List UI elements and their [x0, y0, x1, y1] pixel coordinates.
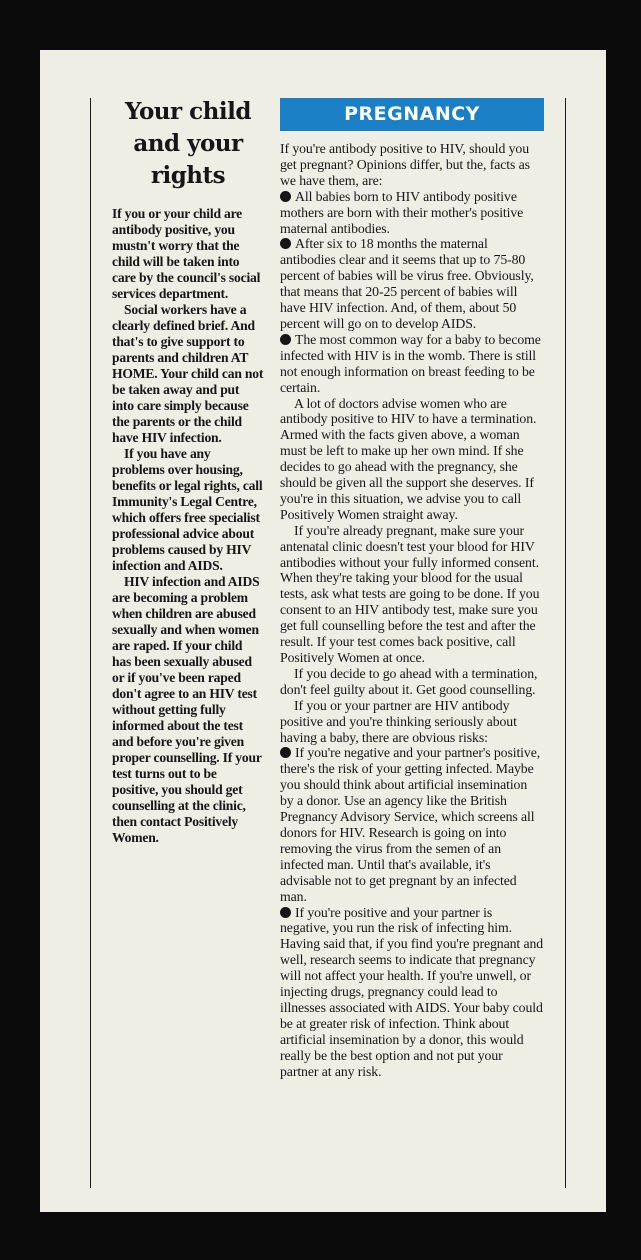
- bullet-dot-icon: [280, 747, 291, 758]
- bullet-dot-icon: [280, 191, 291, 202]
- pregnancy-paragraph: If you're antibody positive to HIV, should you get pregnant? Opinions differ, but the, facts as we have them, are:: [280, 141, 530, 188]
- pregnancy-column: [280, 98, 544, 1079]
- bullet-text: All babies born to HIV antibody positive mothers are born with their mother's positive maternal antibodies.: [280, 188, 524, 236]
- pregnancy-bullet-item: [280, 905, 544, 1080]
- bullet-dot-icon: [280, 238, 291, 249]
- bullet-dot-icon: [280, 907, 291, 918]
- child-rights-paragraph: HIV infection and AIDS are becoming a problem when children are abused sexually and when women are raped. If your child has been sexually abused or if you've been raped don't agree to an HIV test without getting fully informed about the test and before you're given proper counselling. If your test turns out to be positive, you should get counselling at the clinic, then contact Positively Women.: [112, 574, 262, 845]
- bullet-dot-icon: [280, 334, 291, 345]
- bullet-text: After six to 18 months the maternal antibodies clear and it seems that up to 75-80 percent of babies will be virus free. Obviously, that means that 20-25 percent of babies will have HIV infection. And, of them, about 50 percent will go on to develop AIDS.: [280, 236, 534, 331]
- pregnancy-bullet-item: [280, 189, 544, 237]
- right-column-rule: [565, 98, 566, 1188]
- pregnancy-banner: PREGNANCY: [280, 98, 544, 131]
- pregnancy-bullet-item: [280, 745, 544, 904]
- child-rights-paragraph: If you have any problems over housing, benefits or legal rights, call Immunity's Legal Centre, which offers free specialist professional advice about problems caused by HIV infection and AIDS.: [112, 446, 263, 573]
- leaflet-page: [40, 50, 606, 1212]
- pregnancy-body: [280, 141, 544, 1079]
- pregnancy-paragraph: If you're already pregnant, make sure your antenatal clinic doesn't test your blood for HIV antibodies without your fully informed consent. When they're taking your blood for the usual tests, ask what tests are going to be done. If you consent to an HIV antibody test, make sure you get full counselling before the test and after the result. If your test comes back positive, call Positively Women at once.: [280, 522, 540, 665]
- pregnancy-bullet-item: [280, 332, 544, 396]
- pregnancy-paragraph: A lot of doctors advise women who are antibody positive to HIV to have a termination. Armed with the facts given above, a woman must be left to make up her own mind. If she decides to go ahead with the pregnancy, she should be given all the support she deserves. If you're in this situation, we advise you to call Positively Women straight away.: [280, 395, 537, 522]
- child-rights-heading: Your child and your rights: [125, 98, 251, 189]
- bullet-text: The most common way for a baby to become infected with HIV is in the womb. There is still not enough information on breast feeding to be certain.: [280, 331, 541, 395]
- left-column-rule: [90, 98, 91, 1188]
- child-rights-paragraph: Social workers have a clearly defined brief. And that's to give support to parents and children AT HOME. Your child can not be taken away and put into care simply because the parents or the child have HIV infection.: [112, 302, 264, 445]
- bullet-text: If you're positive and your partner is negative, you run the risk of infecting him. Having said that, if you find you're pregnant and well, research seems to indicate that pregnancy will not affect your health. If you're unwell, or injecting drugs, pregnancy could lead to illnesses associated with AIDS. Your baby could be at greater risk of infection. Think about artificial insemination by a donor, this would really be the best option and not put your partner at any risk.: [280, 904, 544, 1079]
- pregnancy-paragraph: If you decide to go ahead with a termination, don't feel guilty about it. Get good counselling.: [280, 665, 538, 697]
- child-rights-paragraph: If you or your child are antibody positive, you mustn't worry that the child will be taken into care by the council's social services department.: [112, 206, 261, 301]
- child-rights-column: [112, 96, 264, 846]
- pregnancy-bullet-item: [280, 236, 544, 331]
- bullet-text: If you're negative and your partner's positive, there's the risk of your getting infected. Maybe you should think about artificial insemination by a donor. Use an agency like the British Pregnancy Advisory Service, which screens all donors for HIV. Research is going on into removing the virus from the semen of an infected man. Until that's available, it's advisable not to get pregnant by an infected man.: [280, 745, 541, 904]
- pregnancy-paragraph: If you or your partner are HIV antibody positive and you're thinking seriously about having a baby, there are obvious risks:: [280, 697, 517, 745]
